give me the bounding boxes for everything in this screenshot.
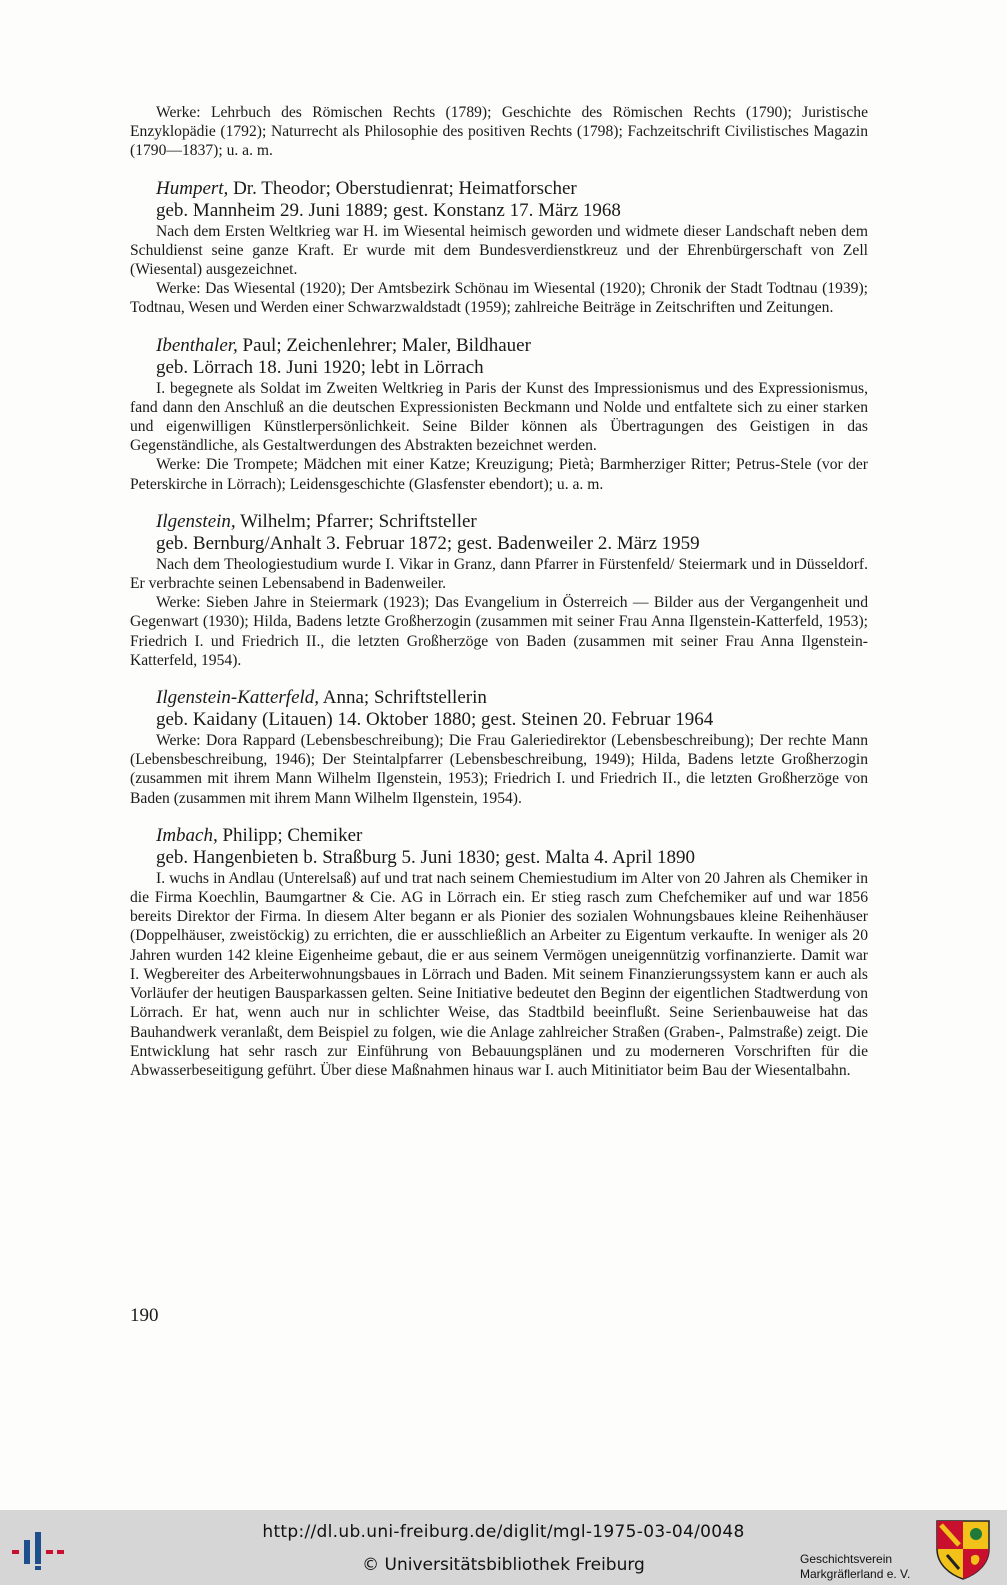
entry-heading-rest: Paul; Zeichenlehrer; Maler, Bildhauer <box>237 334 531 356</box>
intro-paragraph: Werke: Lehrbuch des Römischen Rechts (1789); Geschichte des Römischen Rechts (1790); Juristische Enzyklopädie (1792); Naturrecht als Philosophie des positiven Rechts (1798); Fachzeitschrift Civilistisches Magazin (1790—1837); u. a. m. <box>130 104 868 160</box>
coat-of-arms-icon <box>935 1519 991 1581</box>
entry-paragraph: Werke: Dora Rappard (Lebensbeschreibung); Die Frau Galeriedirektor (Lebensbeschreibung); Der rechte Mann (Lebensbeschreibung, 1946); Der Steintalpfarrer (Lebensbeschreibung, 1949); Hilda, Badens letzte Großherzogin (zusammen mit ihrem Mann Wilhelm Ilgenstein, 1953); Friedrich I. und Friedrich II., die letzten Großherzöge von Baden (zusammen mit ihrem Mann Wilhelm Ilgenstein, 1954). <box>130 732 868 807</box>
entry-dates: geb. Kaidany (Litauen) 14. Oktober 1880; gest. Steinen 20. Februar 1964 <box>156 709 714 731</box>
entry-humpert <box>130 178 868 318</box>
page-number: 190 <box>130 1305 159 1326</box>
entry-heading <box>130 178 868 200</box>
entry-surname: Ilgenstein, <box>156 510 236 532</box>
copyright-text: © Universitätsbibliothek Freiburg <box>362 1555 645 1575</box>
entry-paragraph: Werke: Das Wiesental (1920); Der Amtsbezirk Schönau im Wiesental (1920); Chronik der Stadt Todtnau (1939); Todtnau, Wesen und Werden einer Schwarzwaldstadt (1959); zahlreiche Beiträge in Zeitschriften und Zeitungen. <box>130 280 868 317</box>
entry-heading <box>130 335 868 357</box>
entry-dates: geb. Bernburg/Anhalt 3. Februar 1872; gest. Badenweiler 2. März 1959 <box>156 532 700 554</box>
entry-heading-rest: Dr. Theodor; Oberstudienrat; Heimatforscher <box>228 177 577 199</box>
entry-heading-rest: Anna; Schriftstellerin <box>319 687 487 709</box>
entry-ilgenstein <box>130 511 868 670</box>
entry-paragraph: Nach dem Theologiestudium wurde I. Vikar in Granz, dann Pfarrer in Fürstenfeld/ Steiermark und in Düsseldorf. Er verbrachte seinen Lebensabend in Badenweiler. <box>130 555 868 593</box>
entry-imbach <box>130 825 868 1080</box>
entry-paragraph: Werke: Sieben Jahre in Steiermark (1923); Das Evangelium in Österreich — Bilder aus der Vergangenheit und Gegenwart (1930); Hilda, Badens letzte Großherzogin (zusammen mit seiner Frau Anna Ilgenstein-Katterfeld, 1953); Friedrich I. und Friedrich II., die letzten Großherzöge von Baden (zusammen mit seiner Frau Anna Ilgenstein-Katterfeld, 1954). <box>130 594 868 669</box>
entry-surname: Humpert, <box>156 177 229 199</box>
entry-surname: Ibenthaler, <box>156 334 238 356</box>
entry-heading-rest: Wilhelm; Pfarrer; Schriftsteller <box>235 510 477 532</box>
source-url-link[interactable]: http://dl.ub.uni-freiburg.de/diglit/mgl-1975-03-04/0048 <box>262 1522 745 1542</box>
footer-bar <box>0 1510 1007 1585</box>
entry-paragraph: I. wuchs in Andlau (Unterelsaß) auf und trat nach seinem Chemiestudium im Alter von 20 Jahren als Chemiker in die Firma Koechlin, Baumgartner & Cie. AG in Lörrach ein. Er stieg rasch zum Chefchemiker auf und war 1856 bereits Direktor der Firma. In diesem Alter begann er als Pionier des sozialen Wohnungsbaues kleine Reihenhäuser (Doppelhäuser, zweistöckig) zu errichten, die er ausschließlich an Arbeiter zu Eigentum verkaufte. In weniger als 20 Jahren wurden 142 kleine Eigenheime gebaut, die er aus seinem Vermögen uneigennützig vorfinanzierte. Damit war I. Wegbereiter des Arbeiterwohnungsbaues in Lörrach und Baden. Mit seinem Finanzierungssystem kann er auch als Vorläufer der heutigen Bausparkassen gelten. Seine Initiative bedeutet den Beginn der eigentlichen Stadtwerdung von Lörrach. Er hat, wenn auch nur in schlichter Weise, das Stadtbild beeinflußt. Seine Serienbauweise hat das Bauhandwerk veranlaßt, dem Beispiel zu folgen, wie die Anlage zahlreicher Straßen (Graben-, Palmstraße) zeigt. Die Entwicklung hat sehr rasch zur Einführung von Bebauungsplänen und zu moderneren Vorschriften für die Abwasserbeseitigung geführt. Über diese Maßnahmen hinaus war I. auch Mitinitiator beim Bau der Wiesentalbahn. <box>130 869 868 1079</box>
entry-surname: Ilgenstein-Katterfeld, <box>156 687 320 709</box>
page-content <box>130 103 868 1080</box>
entry-surname: Imbach, <box>156 824 218 846</box>
entry-ilgenstein-katterfeld <box>130 687 868 808</box>
entry-paragraph: I. begegnete als Soldat im Zweiten Weltkrieg in Paris der Kunst des Impressionismus und des Expressionismus, fand dann den Anschluß an die deutschen Expressionisten Beckmann und Nolde und entfaltete sich zu einer starken und eigenwilligen Künstlerpersönlichkeit. Seine Bilder können als Übertragungen des Geistigen in das Gegenständliche, als Gestaltwerdungen des Abstrakten bezeichnet werden. <box>130 379 868 455</box>
entry-heading <box>130 687 868 709</box>
society-line-1: Geschichtsverein <box>800 1552 893 1566</box>
entry-heading <box>130 825 868 847</box>
society-line-2: Markgräflerland e. V. <box>800 1567 911 1581</box>
society-name <box>800 1552 910 1582</box>
entry-heading <box>130 511 868 533</box>
entry-heading-rest: Philipp; Chemiker <box>217 824 363 846</box>
entry-paragraph: Werke: Die Trompete; Mädchen mit einer Katze; Kreuzigung; Pietà; Barmherziger Ritter; Petrus-Stele (vor der Peterskirche in Lörrach); Leidensgeschichte (Glasfenster ebendort); u. a. m. <box>130 456 868 493</box>
entry-paragraph: Nach dem Ersten Weltkrieg war H. im Wiesental heimisch geworden und widmete dieser Landschaft neben dem Schuldienst seine ganze Kraft. Er wurde mit dem Bundesverdienstkreuz und der Ehrenbürgerschaft von Zell (Wiesental) ausgezeichnet. <box>130 222 868 279</box>
entry-ibenthaler <box>130 335 868 494</box>
entry-dates: geb. Mannheim 29. Juni 1889; gest. Konstanz 17. März 1968 <box>156 199 621 221</box>
entry-dates: geb. Hangenbieten b. Straßburg 5. Juni 1830; gest. Malta 4. April 1890 <box>156 846 695 868</box>
entry-dates: geb. Lörrach 18. Juni 1920; lebt in Lörrach <box>156 356 484 378</box>
